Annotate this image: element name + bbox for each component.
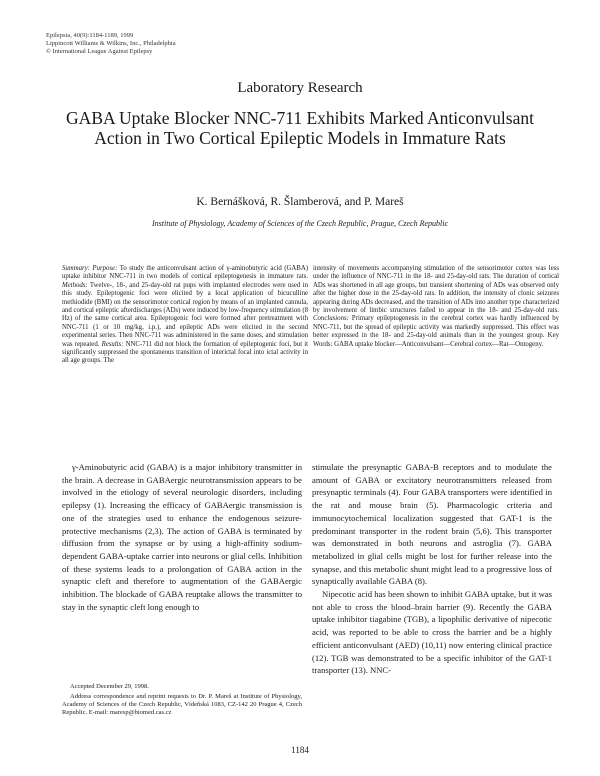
paper-title: GABA Uptake Blocker NNC-711 Exhibits Marked Anticonvulsant Action in Two Cortical Epileptic Models in Immature Rats (66, 108, 534, 148)
section-heading: Laboratory Research (237, 80, 363, 96)
abstract-results-label: Results: (101, 340, 124, 348)
body-right-column (312, 461, 552, 677)
footnote-accepted: Accepted December 29, 1998. (70, 683, 149, 690)
body-paragraph: γ-Aminobutyric acid (GABA) is a major inhibitory transmitter in the brain. A decrease in GABAergic neurotransmission appears to be involved in the etiology of several neurologic disorders, including epilepsy (1). Increasing the efficacy of GABAergic transmission is one of the strategies used to enhance the endogenous seizure-protective mechanisms (2,3). The action of GABA is terminated by diffusion from the synapse or by using a high-affinity sodium-dependent GABA-uptake carrier into neurons or glial cells. Inhibition of these systems leads to a prolongation of GABA action in the synaptic cleft and therefore to augmentation of the GABAergic inhibition. The blockade of GABA reuptake allows the transmitter to stay in the synaptic cleft long enough to (62, 462, 302, 612)
abstract-conclusions-text: Primary epileptogenesis in the cerebral cortex was hardly influenced by NNC-711, but the spread of epileptic activity was markedly suppressed. This effect was better expressed in the 18- and 25-day-old animals than in the youngest group. Key Words: GABA uptake blocker—Anticonvulsant—Cerebral cortex—Rat—Ontogeny. (313, 315, 559, 348)
abstract-purpose-label: Purpose: (92, 265, 118, 272)
journal-line-2: Lippincott Williams & Wilkins, Inc., Philadelphia (46, 40, 176, 47)
body-paragraph: Nipecotic acid has been shown to inhibit GABA uptake, but it was not able to cross the blood–brain barrier (9). Recently the GABA uptake inhibitor tiagabine (TGB), a lipophilic derivative of nipecotic acid, was reported to be able to cross the barrier and be a highly efficient anticonvulsant (AED) (10,11) now entering clinical practice (12). TGB was demonstrated to be a specific inhibitor of the GAT-1 transporter (13). NNC- (312, 589, 552, 676)
footnotes (62, 683, 302, 719)
abstract-conclusions-label: Conclusions: (313, 315, 349, 323)
journal-header (46, 32, 176, 56)
abstract-results-continued: intensity of movements accompanying stimulation of the sensorimotor cortex was less under the influence of NNC-711 in the 18- and 25-day-old rats. The duration of cortical ADs was shortened in all age groups, but transient shortening of ADs was observed only after the higher dose in the 25-day-old rats. In addition, the intensity of clonic seizures appearing during ADs decreased, and the transition of ADs into another type characterized by involvement of limbic structures failed to appear in the 18- and 25-day-old rats. (313, 265, 559, 315)
abstract-summary-label: Summary: (62, 265, 90, 272)
author-list: K. Bernášková, R. Šlamberová, and P. Mareš (196, 196, 404, 208)
body-paragraph: stimulate the presynaptic GABA-B receptors and to modulate the amount of GABA or excitatory neurotransmitters released from presynaptic terminals (4). Four GABA transporters were identified in the rat and mouse brain (5). Pharmacologic criteria and immunocytochemical localization suggested that GAT-1 is the predominant transporter in the rodent brain (5,6). This transporter was demonstrated in both neurons and astroglia (7). GABA metabolized in glial cells might be lost for further release into the synapse, and this metabolic shunt might lead to a progressive loss of synaptically available GABA (8). (312, 462, 552, 587)
journal-line-3: © International League Against Epilepsy (46, 48, 153, 55)
abstract-results-text: NNC-711 did not block the formation of epileptogenic foci, but it significantly suppressed the spontaneous transition of interictal focal into ictal activity in all age groups. The (62, 340, 309, 365)
abstract-right-column (313, 265, 559, 349)
body-left-column (62, 461, 302, 613)
abstract-methods-label: Methods: (62, 281, 88, 289)
abstract-methods-text: Twelve-, 18-, and 25-day-old rat pups with implanted electrodes were used in this study. Epileptogenic foci were elicited by a local application of bicuculline methiodide (BMI) on the sensorimotor cortical region by means of an implanted cannula, and cortical epileptic afterdischarges (ADs) were induced by low-frequency stimulation (8 Hz) of the same cortical area. Epileptogenic foci were formed after pretreatment with NNC-711 (1 or 10 mg/kg, i.p.), and epileptic ADs were elicited in the second experimental series. Then NNC-711 was administered in the same doses, and stimulation was repeated. (62, 281, 308, 348)
abstract-left-column (62, 265, 308, 366)
footnote-correspondence: Address correspondence and reprint requests to Dr. P. Mareš at Institute of Physiology, Academy of Sciences of the Czech Republic, Vídeňská 1083, CZ-142 20 Prague 4, Czech Republic. E-mail: maresp@biomed.cas.cz (62, 693, 302, 716)
journal-line-1: Epilepsia, 40(9):1184-1189, 1999 (46, 32, 134, 39)
abstract-purpose-text: To study the anticonvulsant action of γ-aminobutyric acid (GABA) uptake inhibitor NNC-711 in two models of cortical epileptogenesis in immature rats. (62, 265, 308, 281)
page-number: 1184 (291, 745, 309, 755)
affiliation: Institute of Physiology, Academy of Sciences of the Czech Republic, Prague, Czech Republic (152, 219, 448, 228)
